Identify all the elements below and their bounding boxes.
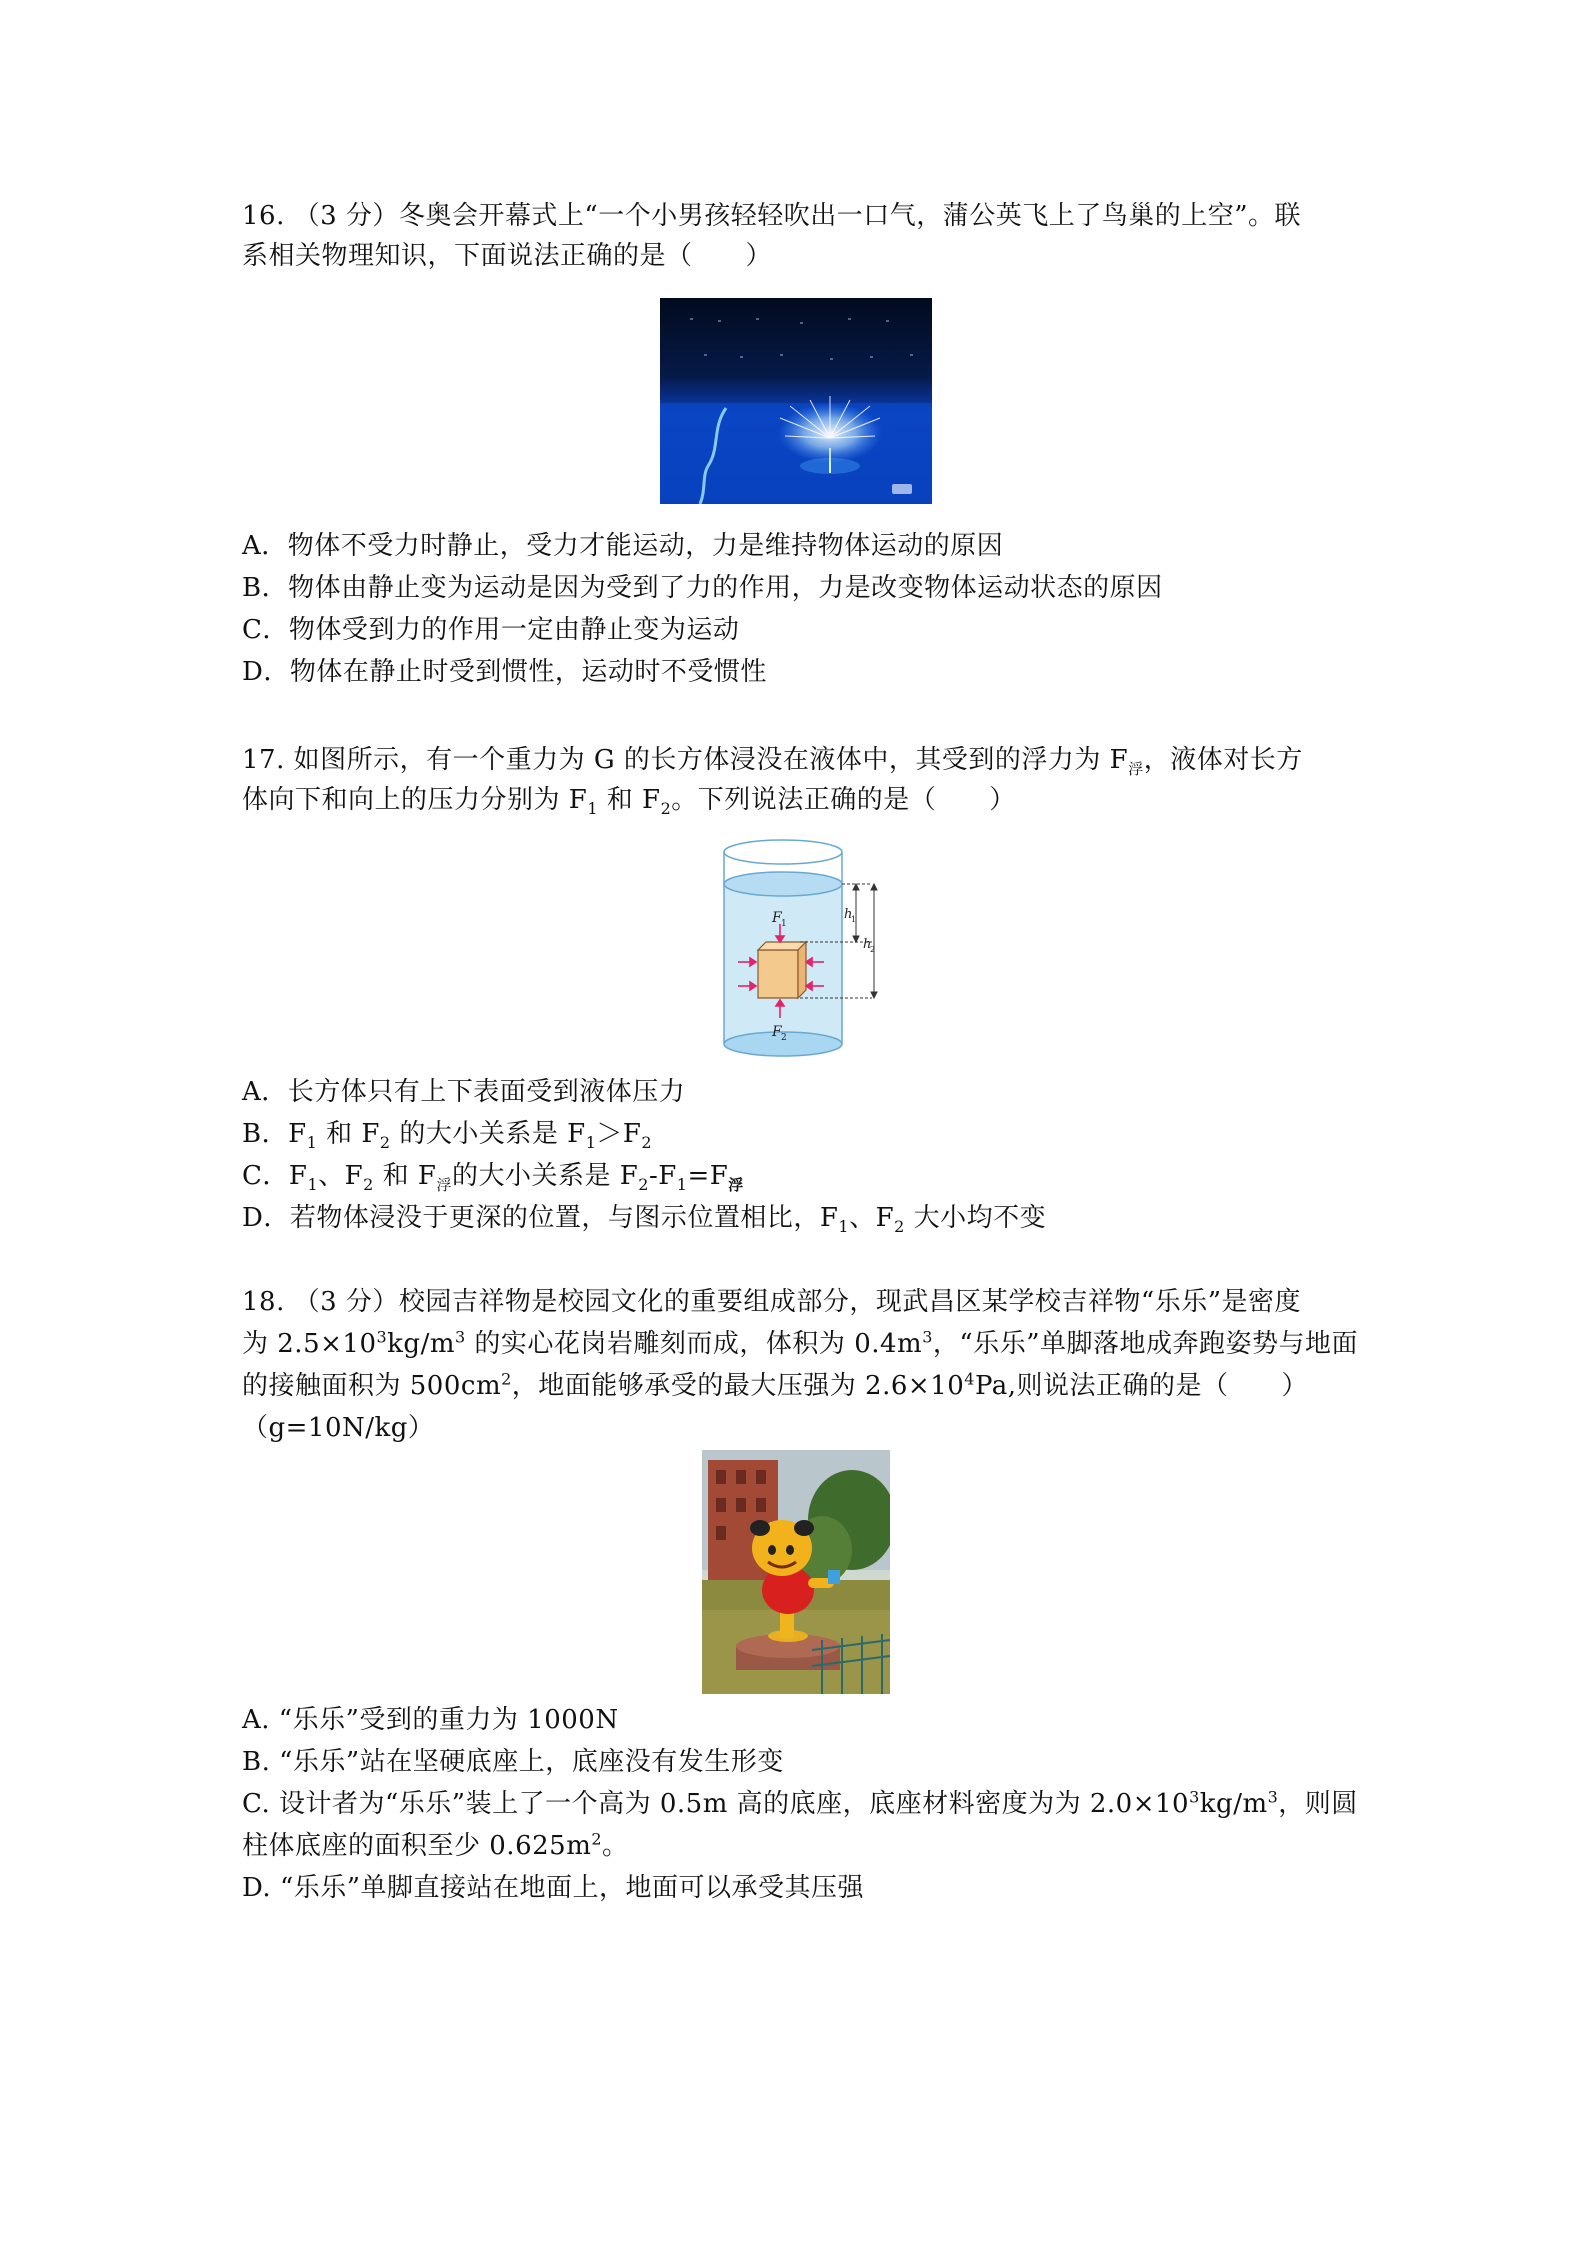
q17-option-b[interactable]: B．$F_1$ 和 $F_2$ 的大小关系是 $F_1>F_2$ [242, 1119, 653, 1153]
q18-option-c-line1[interactable]: C. 设计者为“乐乐”装上了一个高为 0.5m 高的底座，底座材料密度为为 $2.0\times 10^3kg/m^3$，则圆 [242, 1787, 1358, 1819]
label-f1-sub: 1 [781, 919, 787, 929]
q18-option-c-line2[interactable]: 柱体底座的面积至少 $0.625m^2$。 [242, 1829, 629, 1861]
q17-option-c[interactable]: C．$F_1$、$F_2$ 和 $F_浮$的大小关系是 $F_2-F_1=F_浮$ [242, 1161, 744, 1195]
q18-option-a[interactable]: A. “乐乐”受到的重力为 1000N [242, 1705, 619, 1735]
q16-stem-line2: 系相关物理知识，下面说法正确的是（ ） [242, 241, 773, 271]
q16-option-a[interactable]: A．物体不受力时静止，受力才能运动，力是维持物体运动的原因 [242, 531, 1004, 561]
q18-stem-line4: （g=10N/kg） [242, 1413, 435, 1443]
q18-stem-line1: 18. （3 分）校园吉祥物是校园文化的重要组成部分，现武昌区某学校吉祥物“乐乐”是密度 [242, 1287, 1302, 1317]
label-h2: h [863, 937, 872, 952]
mascot-photo [702, 1450, 890, 1694]
q18-stem-line3: 的接触面积为 $500cm^2$，地面能够承受的最大压强为 $2.6\times 10^4Pa$,则说法正确的是（ ） [242, 1369, 1309, 1401]
q18-option-b[interactable]: B. “乐乐”站在坚硬底座上，底座没有发生形变 [242, 1747, 784, 1777]
q17-stem-line1: 17. 如图所示，有一个重力为 G 的长方体浸没在液体中，其受到的浮力为 $F_浮$，液体对长方 [242, 745, 1303, 779]
q16-option-b[interactable]: B．物体由静止变为运动是因为受到了力的作用，力是改变物体运动状态的原因 [242, 573, 1163, 603]
label-h2-sub: 2 [870, 945, 876, 954]
label-h1: h [844, 907, 853, 922]
q16-option-c[interactable]: C．物体受到力的作用一定由静止变为运动 [242, 615, 740, 645]
q17-option-a[interactable]: A．长方体只有上下表面受到液体压力 [242, 1077, 686, 1107]
q17-stem-line2: 体向下和向上的压力分别为 $F_1$ 和 $F_2$。下列说法正确的是（ ） [242, 785, 1016, 819]
cylinder-diagram [700, 836, 900, 1062]
label-f2-sub: 2 [781, 1033, 787, 1043]
q18-stem-line2: 为 $2.5\times 10^3kg/m^3$ 的实心花岗岩雕刻而成，体积为 $0.4m^3$，“乐乐”单脚落地成奔跑姿势与地面 [242, 1327, 1358, 1359]
label-h1-sub: 1 [851, 915, 857, 924]
dandelion-photo [660, 298, 932, 504]
q18-option-d[interactable]: D. “乐乐”单脚直接站在地面上，地面可以承受其压强 [242, 1873, 865, 1903]
label-f1: F [772, 910, 782, 926]
q17-option-d[interactable]: D．若物体浸没于更深的位置，与图示位置相比，$F_1$、$F_2$ 大小均不变 [242, 1203, 1047, 1237]
label-f2: F [772, 1024, 782, 1040]
q16-stem-line1: 16. （3 分）冬奥会开幕式上“一个小男孩轻轻吹出一口气，蒲公英飞上了鸟巢的上空”。联 [242, 201, 1302, 231]
q16-option-d[interactable]: D．物体在静止时受到惯性，运动时不受惯性 [242, 657, 767, 687]
